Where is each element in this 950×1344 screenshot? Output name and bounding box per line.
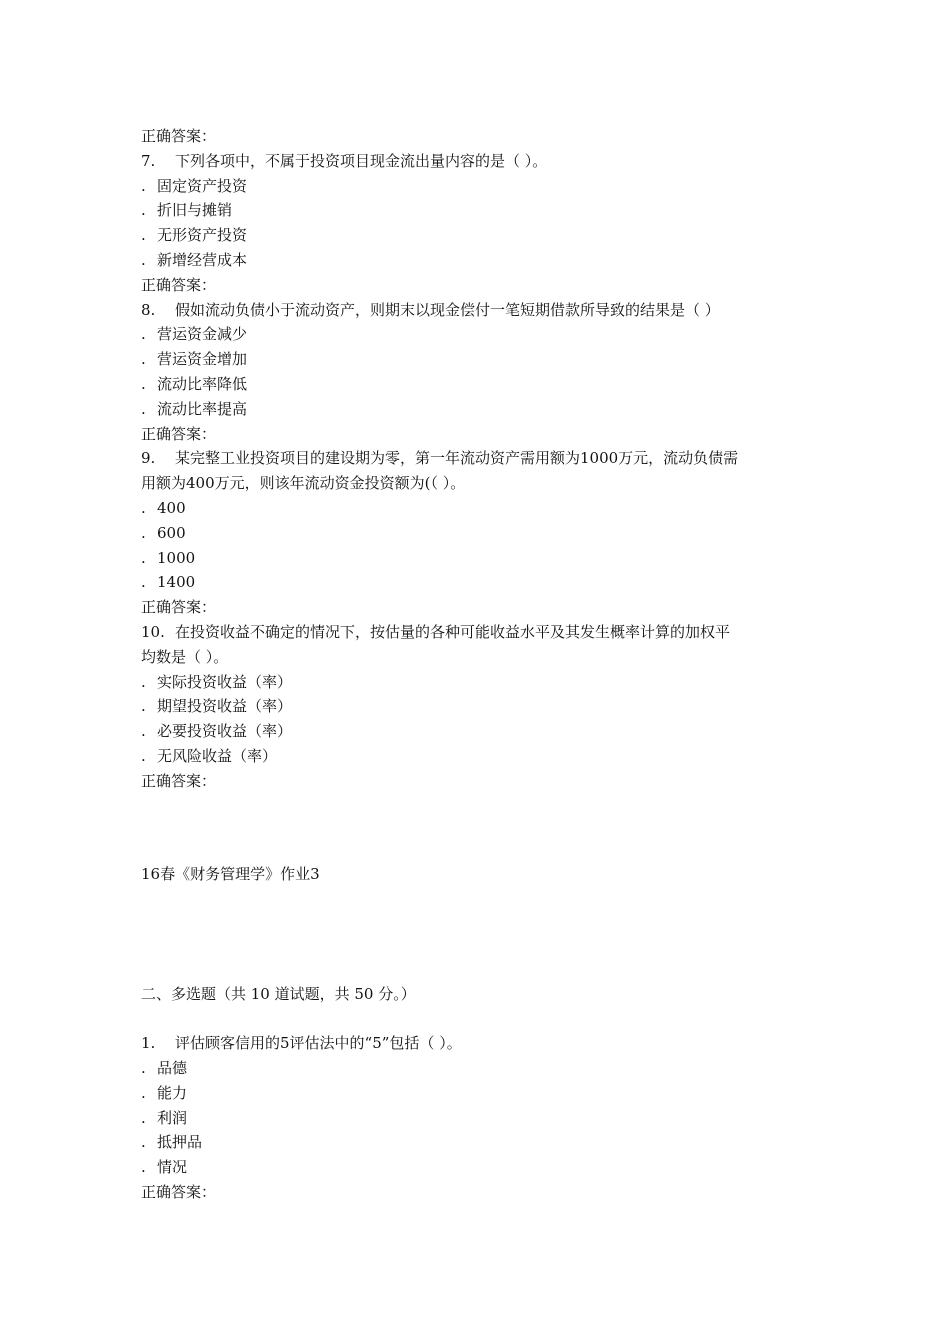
- section-title: 二、多选题（共 10 道试题，共 50 分。）: [141, 985, 416, 1004]
- question-stem: 某完整工业投资项目的建设期为零，第一年流动资产需用额为1000万元，流动负债需: [175, 449, 739, 468]
- question-stem: 假如流动负债小于流动资产，则期末以现金偿付一笔短期借款所导致的结果是（ ）: [175, 300, 720, 319]
- option-item: . 营运资金减少: [141, 325, 248, 344]
- question-number: 8.: [141, 300, 156, 319]
- option-text: 品德: [157, 1058, 188, 1077]
- question-stem-continued: 均数是（ ）。: [141, 647, 229, 666]
- option-item: . 固定资产投资: [141, 176, 248, 195]
- question-block: [141, 149, 831, 298]
- option-text: 能力: [157, 1083, 188, 1102]
- question-stem: 在投资收益不确定的情况下，按估量的各种可能收益水平及其发生概率计算的加权平: [175, 622, 731, 641]
- assignment-title: 16春《财务管理学》作业3: [141, 864, 320, 883]
- option-item: . 600: [141, 523, 186, 542]
- question-block: [141, 446, 831, 620]
- option-text: 利润: [157, 1108, 188, 1127]
- document-page: [141, 124, 831, 1205]
- option-text: 1400: [157, 573, 196, 592]
- answer-line: 正确答案：: [141, 127, 217, 145]
- question-stem-continued: 用额为400万元，则该年流动资金投资额为(（ ）。: [141, 474, 466, 493]
- option-text: 固定资产投资: [157, 176, 248, 195]
- question-number: 10.: [141, 622, 165, 641]
- option-item: . 流动比率降低: [141, 374, 248, 393]
- question-stem: 下列各项中，不属于投资项目现金流出量内容的是（ ）。: [175, 151, 548, 170]
- option-item: . 品德: [141, 1058, 188, 1077]
- option-item: . 无形资产投资: [141, 226, 248, 245]
- option-item: . 1000: [141, 548, 196, 567]
- option-item: . 实际投资收益（率）: [141, 672, 293, 691]
- option-item: . 期望投资收益（率）: [141, 697, 293, 716]
- option-text: 流动比率提高: [157, 399, 248, 418]
- option-item: . 必要投资收益（率）: [141, 722, 293, 741]
- question-number: 7.: [141, 151, 156, 170]
- option-text: 期望投资收益（率）: [157, 697, 293, 716]
- option-text: 实际投资收益（率）: [157, 672, 293, 691]
- question-block: [141, 620, 831, 794]
- question-text: [141, 446, 831, 471]
- option-text: 抵押品: [157, 1133, 203, 1152]
- question-text: [141, 298, 831, 323]
- option-item: . 新增经营成本: [141, 250, 248, 269]
- question-text: [141, 1031, 831, 1056]
- option-text: 400: [157, 498, 186, 517]
- option-text: 无形资产投资: [157, 226, 248, 245]
- option-text: 营运资金减少: [157, 325, 248, 344]
- option-item: . 情况: [141, 1158, 188, 1177]
- option-item: . 流动比率提高: [141, 399, 248, 418]
- option-text: 1000: [157, 548, 196, 567]
- option-text: 流动比率降低: [157, 374, 248, 393]
- question-stem: 评估顾客信用的5评估法中的“5”包括（ ）。: [175, 1034, 462, 1053]
- answer-line: 正确答案：: [141, 1182, 217, 1201]
- option-text: 必要投资收益（率）: [157, 722, 293, 741]
- question-text: [141, 149, 831, 174]
- answer-line: 正确答案：: [141, 275, 217, 294]
- option-item: . 折旧与摊销: [141, 201, 233, 220]
- answer-line: 正确答案：: [141, 424, 217, 443]
- question-text: [141, 620, 831, 645]
- answer-line: 正确答案：: [141, 598, 217, 617]
- option-item: . 营运资金增加: [141, 350, 248, 369]
- option-text: 营运资金增加: [157, 350, 248, 369]
- question-number: 9.: [141, 449, 156, 468]
- option-text: 情况: [157, 1158, 188, 1177]
- option-item: . 1400: [141, 573, 196, 592]
- question-block: [141, 1031, 831, 1205]
- option-item: . 利润: [141, 1108, 188, 1127]
- option-text: 折旧与摊销: [157, 201, 233, 220]
- question-number: 1.: [141, 1034, 156, 1053]
- option-item: . 抵押品: [141, 1133, 203, 1152]
- option-text: 无风险收益（率）: [157, 746, 278, 765]
- answer-line: 正确答案：: [141, 771, 217, 790]
- option-item: . 无风险收益（率）: [141, 746, 278, 765]
- question-block: [141, 298, 831, 447]
- option-item: . 能力: [141, 1083, 188, 1102]
- option-item: . 400: [141, 498, 186, 517]
- option-text: 新增经营成本: [157, 250, 248, 269]
- option-text: 600: [157, 523, 186, 542]
